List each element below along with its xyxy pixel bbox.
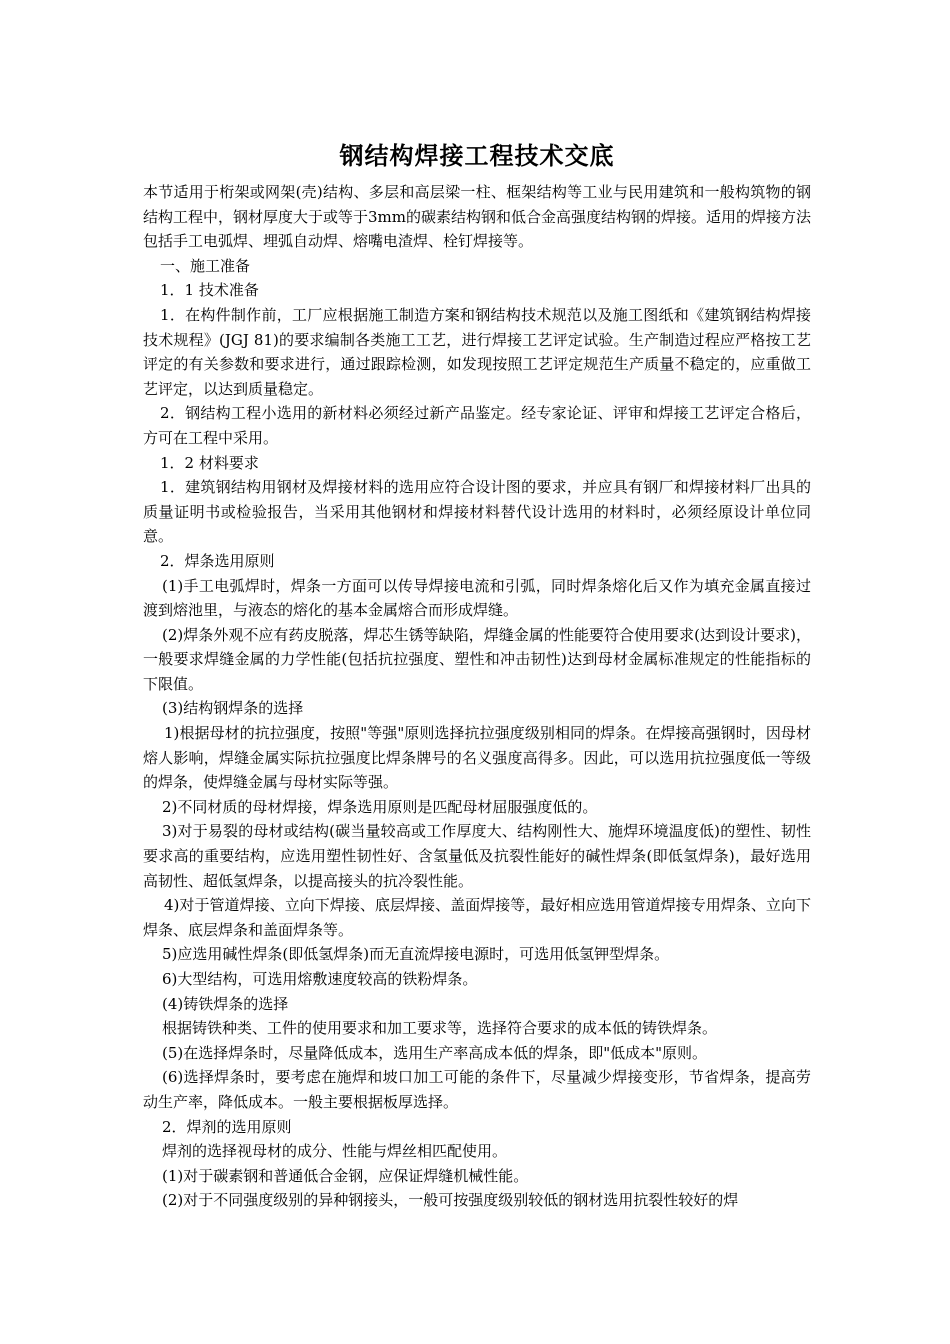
body-paragraph: 1．在构件制作前，工厂应根据施工制造方案和钢结构技术规范以及施工图纸和《建筑钢结构焊接技术规程》(JGJ 81)的要求编制各类施工工艺，进行焊接工艺评定试验。生产制造过程应严格按工艺评定的有关参数和要求进行，通过跟踪检测，如发现按照工艺评定规范生产质量不稳定的，应重做工艺评定，以达到质量稳定。: [143, 305, 811, 398]
item-heading: (3)结构钢焊条的选择: [162, 699, 304, 718]
item-heading: 2．焊剂的选用原则: [162, 1117, 292, 1136]
body-paragraph: 6)大型结构，可选用熔敷速度较高的铁粉焊条。: [162, 970, 478, 988]
section-heading: 一、施工准备: [160, 256, 251, 275]
body-paragraph: (1)手工电弧焊时，焊条一方面可以传导焊接电流和引弧，同时焊条熔化后又作为填充金属直接过渡到熔池里，与液态的熔化的基本金属熔合而形成焊缝。: [143, 576, 811, 620]
body-paragraph: 焊剂的选择视母材的成分、性能与焊丝相匹配使用。: [162, 1142, 508, 1161]
body-paragraph: 5)应选用碱性焊条(即低氢焊条)而无直流焊接电源时，可选用低氢钾型焊条。: [162, 945, 670, 964]
document-title: 钢结构焊接工程技术交底: [339, 141, 615, 170]
document-page: [143, 128, 811, 1213]
item-heading: 2．焊条选用原则: [160, 551, 275, 570]
body-paragraph: 2)不同材质的母材焊接，焊条选用原则是匹配母材屈服强度低的。: [162, 797, 598, 816]
body-paragraph: (6)选择焊条时，要考虑在施焊和坡口加工可能的条件下，尽量减少焊接变形，节省焊条，提高劳动生产率，降低成本。一般主要根据板厚选择。: [143, 1068, 811, 1111]
body-paragraph: (1)对于碳素钢和普通低合金钢，应保证焊缝机械性能。: [162, 1166, 529, 1185]
subsection-heading: 1．2 材料要求: [160, 453, 259, 472]
body-paragraph: 1)根据母材的抗拉强度，按照"等强"原则选择抗拉强度级别相同的焊条。在焊接高强钢时，因母材熔人影响，焊缝金属实际抗拉强度比焊条牌号的名义强度高得多。因此，可以选用抗拉强度低一等级的焊条，使焊缝金属与母材实际等强。: [143, 724, 811, 792]
body-paragraph: (2)焊条外观不应有药皮脱落，焊芯生锈等缺陷，焊缝金属的性能要符合使用要求(达到设计要求)，一般要求焊缝金属的力学性能(包括抗拉强度、塑性和冲击韧性)达到母材金属标准规定的性能指标的下限值。: [143, 625, 811, 693]
body-paragraph: 根据铸铁种类、工件的使用要求和加工要求等，选择符合要求的成本低的铸铁焊条。: [162, 1019, 718, 1038]
subsection-heading: 1．1 技术准备: [160, 281, 259, 300]
body-paragraph: 2．钢结构工程小选用的新材料必须经过新产品鉴定。经专家论证、评审和焊接工艺评定合格后，方可在工程中采用。: [143, 404, 811, 447]
body-paragraph: 4)对于管道焊接、立向下焊接、底层焊接、盖面焊接等，最好相应选用管道焊接专用焊条、立向下焊条、底层焊条和盖面焊条等。: [143, 896, 811, 939]
body-paragraph: (5)在选择焊条时，尽量降低成本，选用生产率高成本低的焊条，即"低成本"原则。: [162, 1043, 708, 1062]
body-paragraph: (2)对于不同强度级别的异种钢接头，一般可按强度级别较低的钢材选用抗裂性较好的焊: [162, 1191, 739, 1210]
item-heading: (4)铸铁焊条的选择: [162, 994, 289, 1013]
body-paragraph: 3)对于易裂的母材或结构(碳当量较高或工作厚度大、结构刚性大、施焊环境温度低)的塑性、韧性要求高的重要结构，应选用塑性韧性好、含氢量低及抗裂性能好的碱性焊条(即低氢焊条)，最好选用高韧性、超低氢焊条，以提高接头的抗冷裂性能。: [143, 822, 811, 890]
intro-paragraph: 本节适用于桁架或网架(壳)结构、多层和高层梁一柱、框架结构等工业与民用建筑和一般构筑物的钢结构工程中，钢材厚度大于或等于3mm的碳素结构钢和低合金高强度结构钢的焊接。适用的焊接方法包括手工电弧焊、埋弧自动焊、熔嘴电渣焊、栓钉焊接等。: [143, 183, 811, 251]
body-paragraph: 1．建筑钢结构用钢材及焊接材料的选用应符合设计图的要求，并应具有钢厂和焊接材料厂出具的质量证明书或检验报告，当采用其他钢材和焊接材料替代设计选用的材料时，必须经原设计单位同意。: [143, 478, 811, 546]
